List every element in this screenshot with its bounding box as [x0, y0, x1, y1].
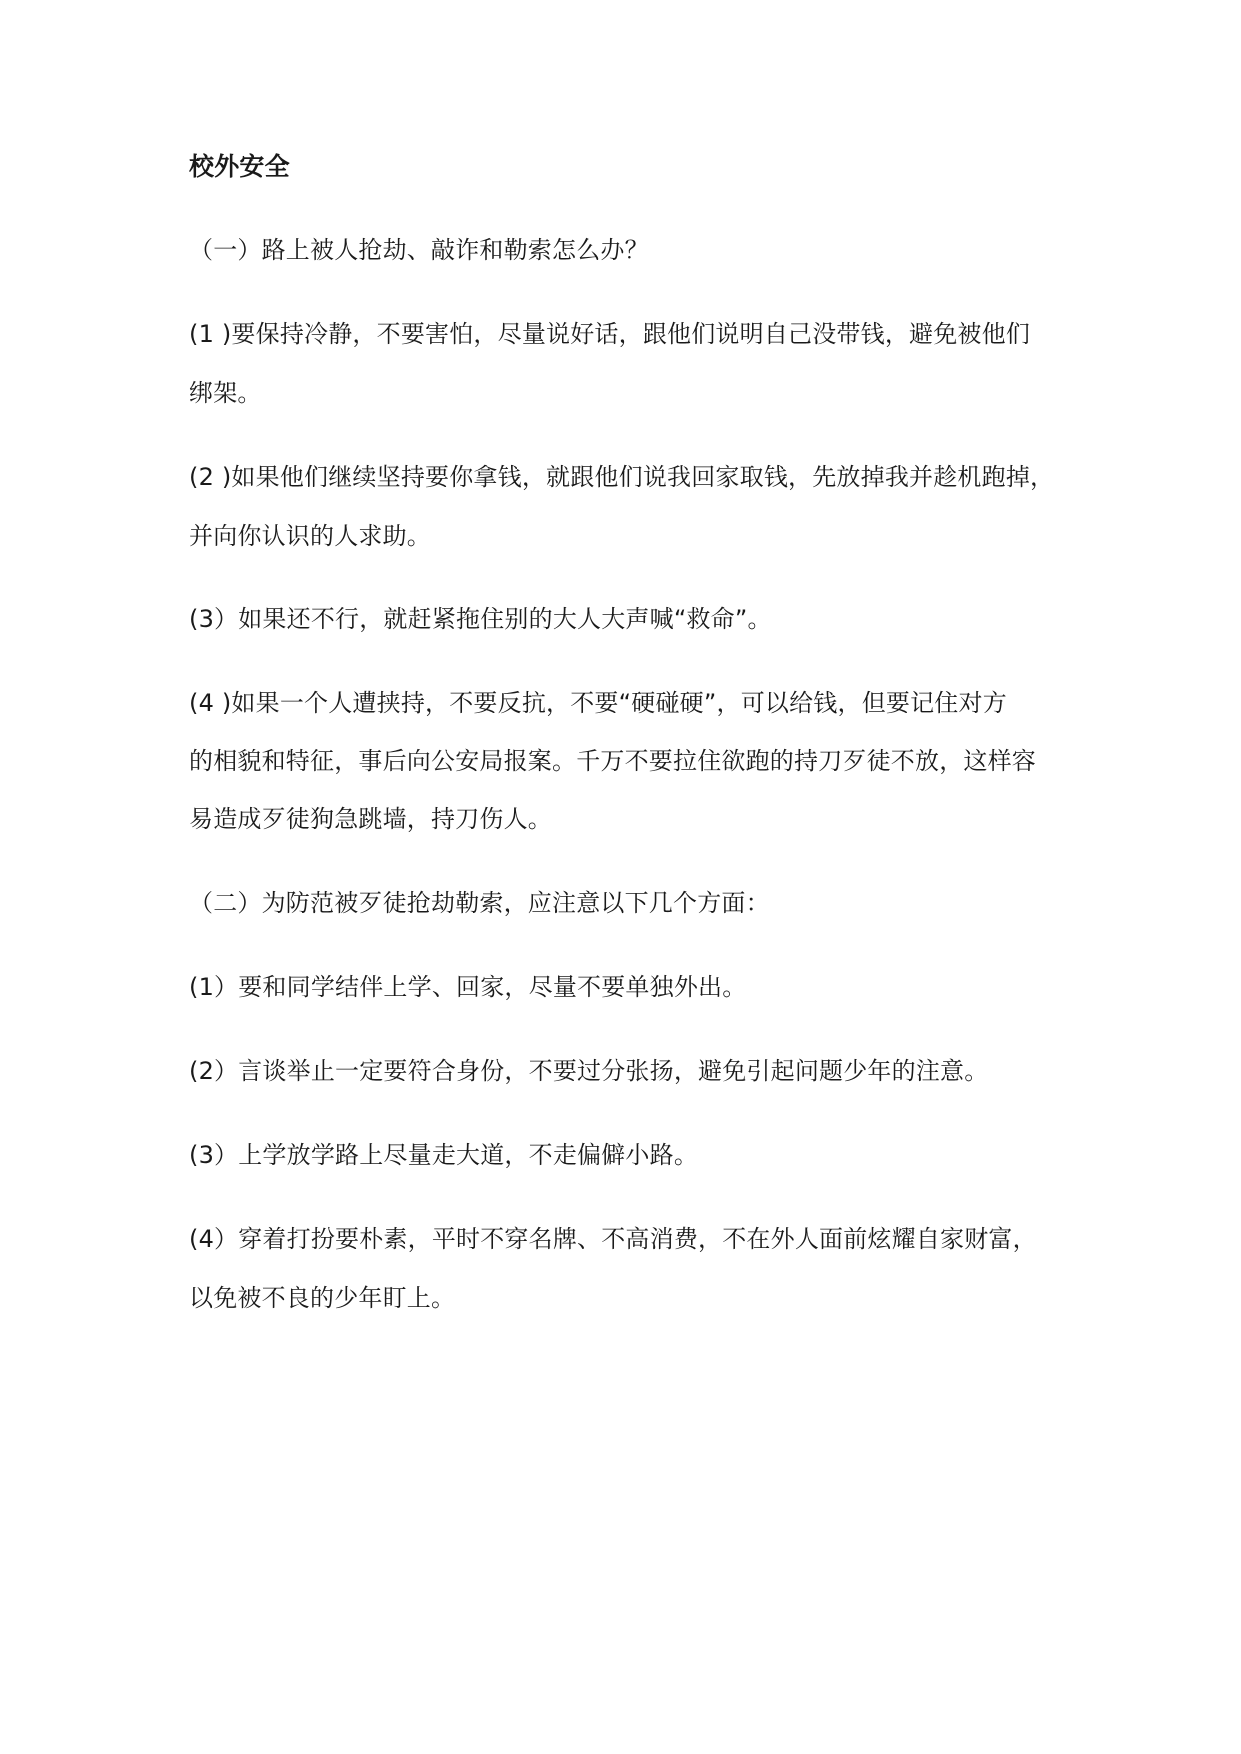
paragraph-line: (1）要和同学结伴上学、回家，尽量不要单独外出。 — [189, 973, 747, 1001]
section-heading: （二）为防范被歹徒抢劫勒索，应注意以下几个方面： — [189, 889, 770, 917]
paragraph-line: 并向你认识的人求助。 — [189, 522, 431, 550]
section-heading: （一）路上被人抢劫、敲诈和勒索怎么办？ — [189, 236, 649, 264]
paragraph-line: (4）穿着打扮要朴素，平时不穿名牌、不高消费，不在外人面前炫耀自家财富， — [189, 1225, 1037, 1253]
paragraph-line: (4 )如果一个人遭挟持，不要反抗，不要“硬碰硬”，可以给钱，但要记住对方 — [189, 689, 1007, 717]
paragraph-line: (2）言谈举止一定要符合身份，不要过分张扬，避免引起问题少年的注意。 — [189, 1057, 989, 1085]
paragraph-line: 易造成歹徒狗急跳墙，持刀伤人。 — [189, 805, 552, 833]
paragraph-line: (1 )要保持冷静，不要害怕，尽量说好话，跟他们说明自己没带钱，避免被他们 — [189, 320, 1031, 348]
paragraph-line: 的相貌和特征，事后向公安局报案。千万不要拉住欲跑的持刀歹徒不放，这样容 — [189, 747, 1036, 775]
paragraph-line: (2 )如果他们继续坚持要你拿钱，就跟他们说我回家取钱，先放掉我并趁机跑掉， — [189, 463, 1055, 491]
paragraph-line: 以免被不良的少年盯上。 — [189, 1284, 456, 1312]
paragraph-line: 绑架。 — [189, 379, 262, 407]
paragraph-line: (3）上学放学路上尽量走大道，不走偏僻小路。 — [189, 1141, 699, 1169]
paragraph-line: (3）如果还不行，就赶紧拖住别的大人大声喊“救命”。 — [189, 605, 772, 633]
document-title: 校外安全 — [189, 152, 290, 181]
